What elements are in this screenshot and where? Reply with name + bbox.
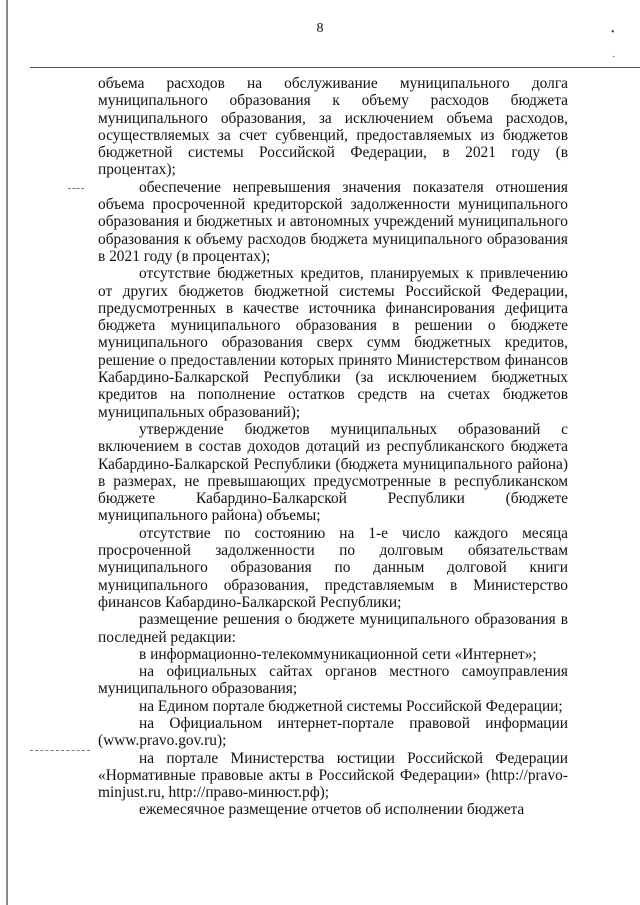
paragraph-4: утверждение бюджетов муниципальных образований с включением в состав доходов дотаций из республиканского бюджета Кабардино-Балкарской Республики (бюджета муниципального района) в размерах, не превышающих предусмотренные в республиканском бюджете Кабардино-Балкарской Республики (бюджете муниципального района) объемы; (98, 420, 568, 525)
margin-mark (68, 188, 84, 189)
paragraph-3: отсутствие бюджетных кредитов, планируемых к привлечению от других бюджетов бюджетной системы Российской Федерации, предусмотренных в качестве источника финансирования дефицита бюджета муниципального образования в решении о бюджете муниципального образования сверх сумм бюджетных кредитов, решение о предоставлении которых принято Министерством финансов Кабардино-Балкарской Республики (за исключением бюджетных кредитов на пополнение остатков средств на счетах бюджетов муниципальных образований); (98, 265, 568, 421)
scan-left-edge (6, 0, 8, 905)
document-body (98, 75, 568, 819)
paragraph-6: размещение решения о бюджете муниципального образования в последней редакции: (98, 611, 568, 646)
paragraph-1: объема расходов на обслуживание муниципального долга муниципального образования к объему расходов бюджета муниципального образования, за исключением объема расходов, осуществляемых за счет субвенций, предоставляемых из бюджетов бюджетной системы Российской Федерации, в 2021 году (в процентах); (98, 75, 568, 179)
page-number: 8 (316, 21, 324, 36)
scan-speck: · (612, 52, 616, 63)
header-rule (30, 67, 640, 68)
paragraph-10: на Официальном интернет-портале правовой информации (www.pravo.gov.ru); (98, 714, 568, 750)
scan-speck: • (611, 27, 615, 38)
margin-mark (30, 750, 90, 751)
paragraph-12: ежемесячное размещение отчетов об исполнении бюджета (139, 801, 525, 819)
paragraph-7: в информационно-телекоммуникационной сети «Интернет»; (139, 645, 537, 663)
paragraph-11: на портале Министерства юстиции Российской Федерации «Нормативные правовые акты в Российской Федерации» (http://pravo-minjust.ru, http://право-минюст.рф); (98, 749, 568, 802)
paragraph-8: на официальных сайтах органов местного самоуправления муниципального образования; (98, 663, 568, 698)
paragraph-2: обеспечение непревышения значения показателя отношения объема просроченной кредиторской задолженности муниципального образования и бюджетных и автономных учреждений муниципального образования к объему расходов бюджета муниципального образования в 2021 году (в процентах); (98, 178, 568, 265)
paragraph-5: отсутствие по состоянию на 1-е число каждого месяца просроченной задолженности по долговым обязательствам муниципального образования по данным долговой книги муниципального образования, представляемым в Министерство финансов Кабардино-Балкарской Республики; (98, 524, 568, 611)
paragraph-9: на Едином портале бюджетной системы Российской Федерации; (139, 697, 563, 715)
